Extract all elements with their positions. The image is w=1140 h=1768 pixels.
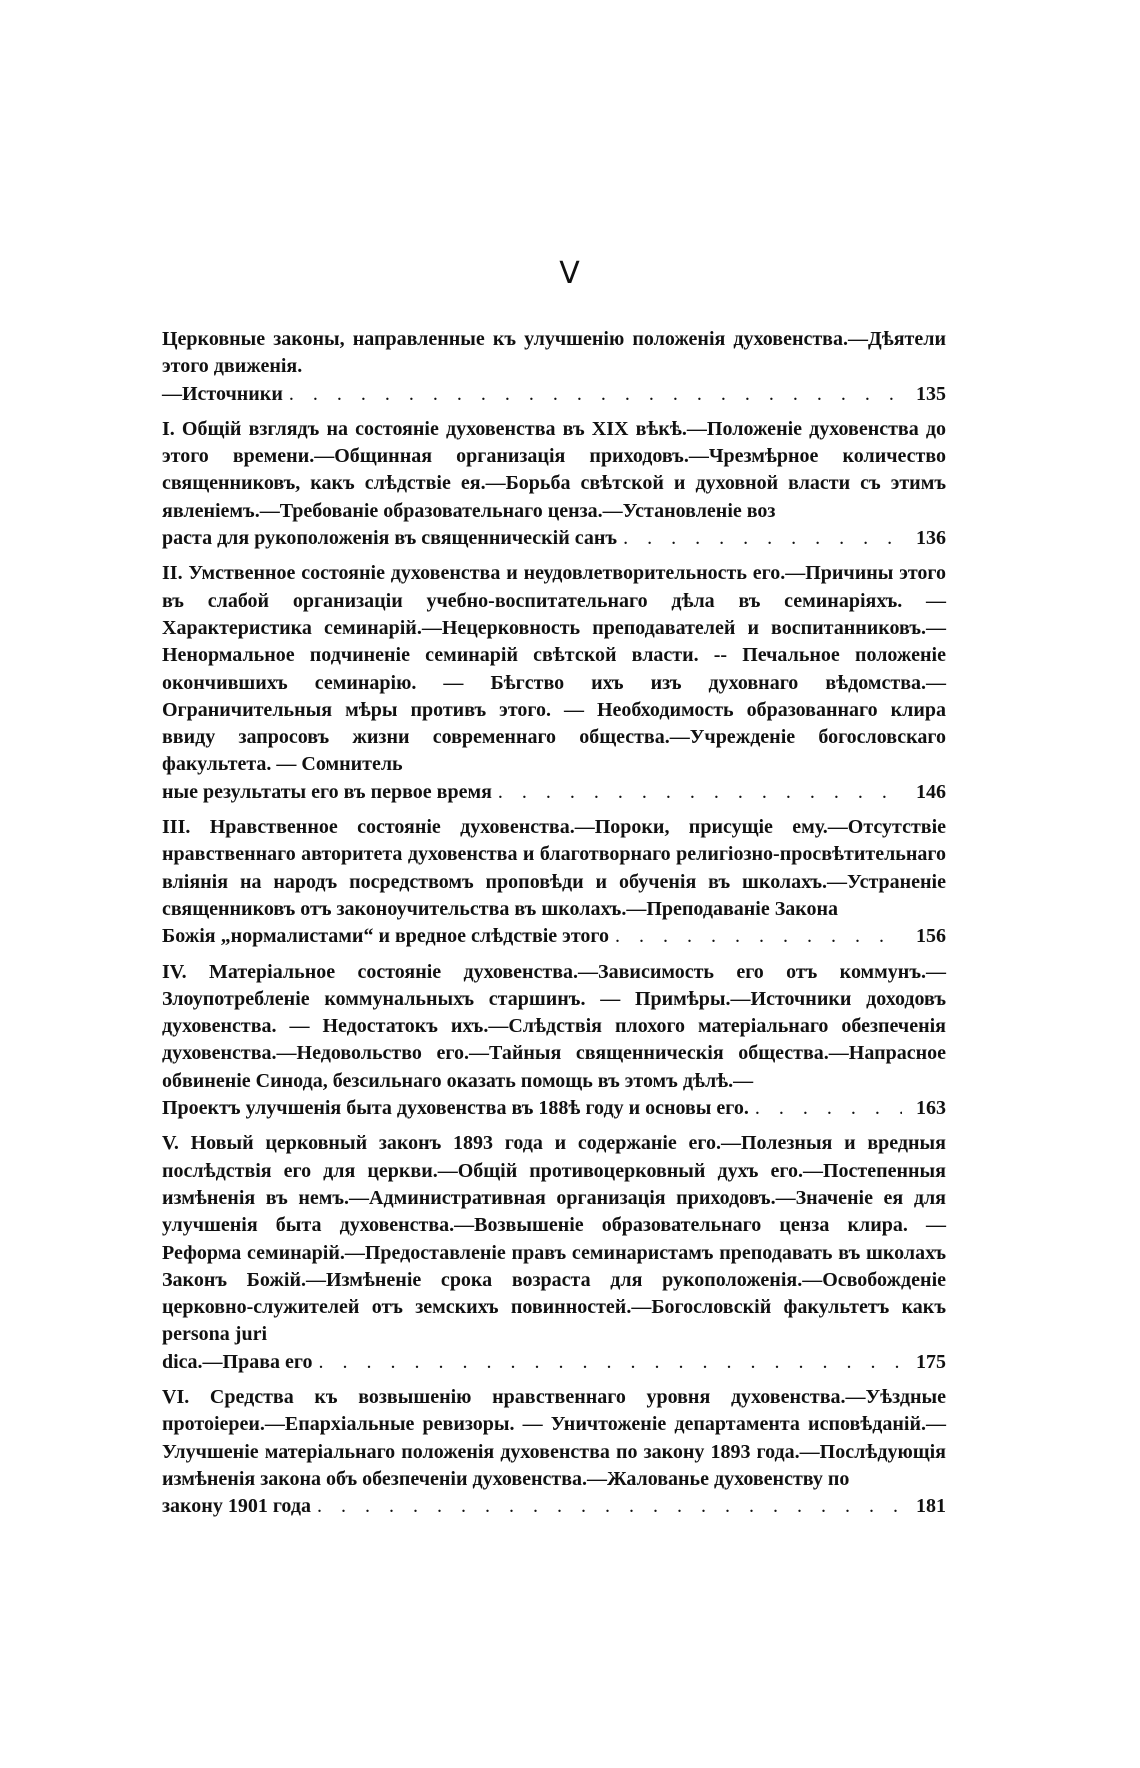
toc-entry-chapter-5: [162, 1130, 946, 1376]
toc-entry-text: I. Общій взглядъ на состояніе духовенства въ XIX вѣкѣ.—Положеніе духовенства до этого времени.—Общинная организація приходовъ.—Чрезмѣрное количество священниковъ, какъ слѣдствіе ея.—Борьба свѣтской и духовной власти съ этимъ явленіемъ.—Требованіе образовательнаго ценза.—Установленіе воз: [162, 417, 946, 522]
toc-entry-chapter-2: [162, 560, 946, 806]
toc-entry-text: V. Новый церковный законъ 1893 года и содержаніе его.—Полезныя и вредныя послѣдствія его для церкви.—Общій противоцерковный духъ его.—Постепенныя измѣненія въ немъ.—Административная организація приходовъ.—Значеніе ея для улучшенія быта духовенства.—Возвышеніе образовательнаго ценза клира. — Реформа семинарій.—Предоставленіе правъ семинаристамъ преподавать въ школахъ Законъ Божій.—Измѣненіе срока возраста для рукоположенія.—Освобожденіе церковно-служителей отъ земскихъ повинностей.—Богословскій факультетъ какъ persona juri: [162, 1132, 946, 1346]
toc-page-ref: 163: [916, 1097, 946, 1120]
toc-page-ref: 136: [916, 527, 946, 550]
toc-page-ref: 181: [916, 1495, 946, 1518]
dot-leader: [289, 381, 902, 408]
toc-page-ref: 156: [916, 925, 946, 948]
toc-entry-chapter-1: [162, 416, 946, 552]
toc-entry-tail: Проектъ улучшенія быта духовенства въ 188ѣ году и основы его.: [162, 1097, 749, 1120]
toc-entry-tail: раста для рукоположенія въ священническій санъ: [162, 527, 618, 550]
toc-entry-text: VI. Средства къ возвышенію нравственнаго уровня духовенства.—Уѣздные протоіереи.—Епархіальные ревизоры. — Уничтоженіе департамента исповѣданій.—Улучшеніе матеріальнаго положенія духовенства по закону 1893 года.—Послѣдующія измѣненія закона объ обезпеченіи духовенства.—Жалованье духовенству по: [162, 1385, 946, 1490]
toc-entry-tail: ные результаты его въ первое время: [162, 780, 492, 803]
toc-page-ref: 175: [916, 1350, 946, 1373]
page-number: V: [559, 256, 581, 291]
toc-entry-text: Церковные законы, направленные къ улучшенію положенія духовенства.—Дѣятели этого движенія.: [162, 328, 946, 378]
dot-leader: [498, 779, 902, 806]
dot-leader: [319, 1349, 903, 1376]
toc-entry-chapter-6: [162, 1384, 946, 1520]
toc-entry-text: IV. Матеріальное состояніе духовенства.—Зависимость его отъ коммунъ.—Злоупотребленіе коммунальныхъ старшинъ. — Примѣры.—Источники доходовъ духовенства. — Недостатокъ ихъ.—Слѣдствія плохого матеріальнаго обезпеченія духовенства.—Недовольство его.—Тайныя священническія общества.—Напрасное обвиненіе Синода, безсильнаго оказать помощь въ этомъ дѣлѣ.—: [162, 960, 946, 1092]
toc-page-ref: 135: [916, 382, 946, 405]
table-of-contents: [162, 326, 946, 1520]
toc-entry-intro: [162, 326, 946, 408]
toc-entry-tail: dica.—Права его: [162, 1350, 313, 1373]
toc-page-ref: 146: [916, 780, 946, 803]
dot-leader: [317, 1493, 902, 1520]
toc-entry-tail: Божія „нормалистами“ и вредное слѣдствіе этого: [162, 925, 609, 948]
dot-leader: [755, 1095, 902, 1122]
toc-entry-chapter-3: [162, 814, 946, 950]
toc-entry-tail: закону 1901 года: [162, 1495, 311, 1518]
toc-entry-chapter-4: [162, 959, 946, 1123]
toc-entry-text: II. Умственное состояніе духовенства и неудовлетворительность его.—Причины этого въ слабой организаціи учебно-воспитательнаго дѣла въ семинаріяхъ. — Характеристика семинарій.—Нецерковность преподавателей и воспитанниковъ.—Ненормальное подчиненіе семинарій свѣтской власти. -- Печальное положеніе окончившихъ семинарію. — Бѣгство ихъ изъ духовнаго вѣдомства.—Ограничительныя мѣры противъ этого. — Необходимость образованнаго клира ввиду запросовъ жизни современнаго общества.—Учрежденіе богословскаго факультета. — Сомнитель: [162, 562, 946, 776]
toc-entry-text: III. Нравственное состояніе духовенства.—Пороки, присущіе ему.—Отсутствіе нравственнаго авторитета духовенства и благотворнаго религіозно-просвѣтительнаго вліянія на народъ посредствомъ проповѣди и обученія въ школахъ.—Устраненіе священниковъ отъ законоучительства въ школахъ.—Преподаваніе Закона: [162, 816, 946, 920]
dot-leader: [623, 525, 902, 552]
dot-leader: [615, 923, 902, 950]
toc-entry-tail: —Источники: [162, 382, 283, 405]
